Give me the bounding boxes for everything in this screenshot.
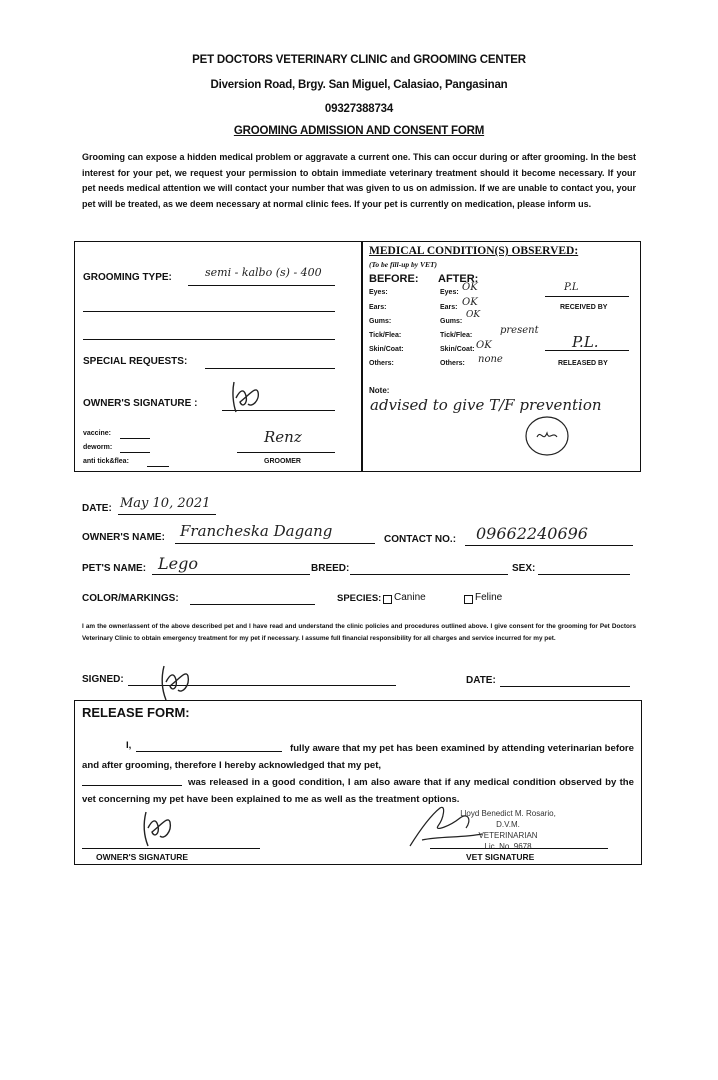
clinic-name: PET DOCTORS VETERINARY CLINIC and GROOMING CENTER bbox=[192, 54, 526, 66]
deworm-line bbox=[120, 452, 150, 453]
release-form-title: RELEASE FORM: bbox=[82, 705, 190, 720]
owner-signature-label: OWNER'S SIGNATURE : bbox=[83, 398, 198, 409]
signed-date-label: DATE: bbox=[466, 675, 496, 686]
after-gums-label: Gums: bbox=[440, 318, 463, 325]
received-by-label: RECEIVED BY bbox=[560, 304, 608, 311]
vet-stamp-license: Lic. No. 9678 bbox=[484, 842, 532, 851]
breed-line bbox=[350, 574, 508, 575]
date-value[interactable]: May 10, 2021 bbox=[120, 496, 211, 511]
medical-condition-subtitle: (To be fill-up by VET) bbox=[369, 260, 438, 269]
after-ears-label: Ears: bbox=[440, 304, 458, 311]
note-value[interactable]: advised to give T/F prevention bbox=[370, 396, 602, 414]
grooming-type-label: GROOMING TYPE: bbox=[83, 272, 172, 283]
vaccine-label: vaccine: bbox=[83, 430, 112, 437]
release-paragraph-1: fully aware that my pet has been examined by attending veterinarian before and after grooming, therefore I hereby acknowledged that my pet, bbox=[82, 743, 634, 771]
vaccine-line bbox=[120, 438, 150, 439]
antitick-line bbox=[147, 466, 169, 467]
vet-stamp-name: Lloyd Benedict M. Rosario, D.V.M. bbox=[460, 809, 556, 829]
intro-paragraph: Grooming can expose a hidden medical problem or aggravate a current one. This can occur during or after grooming. In the best interest for your pet, we request your permission to obtain immediate veterinary treatment should it become necessary. If your pet needs medical attention we will contact your number that was given to us on admission. If we are unable to contact you, your pet will be treated, as we deem necessary at normal clinic fees. If your pet is currently on medication, please inform us. bbox=[82, 152, 636, 209]
date-line bbox=[118, 514, 216, 515]
species-label: SPECIES: bbox=[337, 593, 382, 604]
before-tickflea-label: Tick/Flea: bbox=[369, 332, 402, 339]
deworm-label: deworm: bbox=[83, 444, 113, 451]
contact-value[interactable]: 09662240696 bbox=[476, 524, 588, 543]
owner-name-value[interactable]: Francheska Dagang bbox=[180, 522, 333, 540]
clinic-phone: 09327388734 bbox=[324, 103, 394, 115]
received-line bbox=[545, 296, 629, 297]
grooming-type-line bbox=[188, 285, 335, 286]
sex-line bbox=[538, 574, 630, 575]
clinic-address: Diversion Road, Brgy. San Miguel, Calasiao, Pangasinan bbox=[210, 79, 508, 91]
owner-signature-mark bbox=[228, 378, 262, 414]
grooming-extra-line-1 bbox=[83, 311, 335, 312]
released-line bbox=[545, 350, 629, 351]
canine-label: Canine bbox=[394, 592, 426, 603]
feline-checkbox[interactable] bbox=[464, 595, 473, 604]
released-by-label: RELEASED BY bbox=[558, 360, 608, 367]
signed-date-line bbox=[500, 686, 630, 687]
grooming-type-value[interactable]: semi - kalbo (s) - 400 bbox=[205, 266, 322, 279]
release-owner-line bbox=[82, 848, 260, 849]
signed-signature-mark bbox=[156, 662, 196, 702]
before-eyes-label: Eyes: bbox=[369, 289, 388, 296]
after-gums-value[interactable]: OK bbox=[466, 310, 481, 320]
antitick-label: anti tick&flea: bbox=[83, 458, 129, 465]
groomer-name: Renz bbox=[264, 428, 302, 446]
before-ears-label: Ears: bbox=[369, 304, 387, 311]
after-skincoat-label: Skin/Coat: bbox=[440, 346, 475, 353]
medical-condition-title: MEDICAL CONDITION(S) OBSERVED: bbox=[369, 245, 579, 257]
groomer-line bbox=[237, 452, 335, 453]
release-paragraph-2: was released in a good condition, I am also aware that if any medical condition observed by the vet concerning my pet have been explained to me as well as the treatment options. bbox=[82, 777, 634, 805]
vet-signature-mark bbox=[400, 796, 490, 852]
date-label: DATE: bbox=[82, 503, 112, 514]
canine-checkbox[interactable] bbox=[383, 595, 392, 604]
form-title: GROOMING ADMISSION AND CONSENT FORM bbox=[233, 125, 485, 137]
release-vet-line bbox=[430, 848, 608, 849]
before-others-label: Others: bbox=[369, 360, 394, 367]
vet-stamp-title: VETERINARIAN bbox=[478, 831, 538, 840]
sex-label: SEX: bbox=[512, 563, 536, 574]
groomer-label: GROOMER bbox=[264, 458, 301, 465]
after-eyes-label: Eyes: bbox=[440, 289, 459, 296]
grooming-extra-line-2 bbox=[83, 339, 335, 340]
color-markings-label: COLOR/MARKINGS: bbox=[82, 593, 179, 604]
after-skincoat-value[interactable]: OK bbox=[476, 340, 492, 351]
after-others-value[interactable]: none bbox=[478, 354, 503, 365]
owner-name-label: OWNER'S NAME: bbox=[82, 532, 165, 543]
contact-line bbox=[465, 545, 633, 546]
after-others-label: Others: bbox=[440, 360, 465, 367]
release-owner-signature-label: OWNER'S SIGNATURE bbox=[96, 852, 189, 862]
before-gums-label: Gums: bbox=[369, 318, 392, 325]
after-tickflea-label: Tick/Flea: bbox=[440, 332, 473, 339]
signed-label: SIGNED: bbox=[82, 674, 124, 685]
release-vet-signature-label: VET SIGNATURE bbox=[466, 852, 535, 862]
released-initials: P.L. bbox=[572, 333, 599, 351]
breed-label: BREED: bbox=[311, 563, 350, 574]
owner-name-line bbox=[175, 543, 375, 544]
note-circled-initial bbox=[525, 415, 571, 457]
before-label: BEFORE: bbox=[369, 273, 419, 285]
feline-label: Feline bbox=[475, 592, 503, 603]
received-initials: P.L bbox=[564, 282, 579, 293]
after-eyes-value[interactable]: OK bbox=[462, 282, 478, 293]
color-markings-line bbox=[190, 604, 315, 605]
release-i-label: I, bbox=[126, 740, 132, 751]
special-requests-label: SPECIAL REQUESTS: bbox=[83, 356, 188, 367]
note-label: Note: bbox=[369, 386, 390, 395]
contact-label: CONTACT NO.: bbox=[384, 534, 457, 545]
special-requests-line bbox=[205, 368, 335, 369]
consent-paragraph: I am the owner/assent of the above described pet and I have read and understand the clinic policies and procedures outlined above. I give consent for the grooming for Pet Doctors Veterinary Clinic to obtain emergency treatment for my pet if necessary. I assume full financial responsibility for all charges and service incurred for my pet. bbox=[82, 623, 636, 642]
pet-name-label: PET'S NAME: bbox=[82, 563, 147, 574]
after-tickflea-value[interactable]: present bbox=[500, 325, 539, 336]
release-owner-signature-mark bbox=[138, 808, 178, 848]
before-skincoat-label: Skin/Coat: bbox=[369, 346, 404, 353]
pet-name-line bbox=[152, 574, 310, 575]
after-ears-value[interactable]: OK bbox=[462, 297, 478, 308]
after-label: AFTER: bbox=[438, 273, 479, 285]
pet-name-value[interactable]: Lego bbox=[158, 554, 198, 573]
